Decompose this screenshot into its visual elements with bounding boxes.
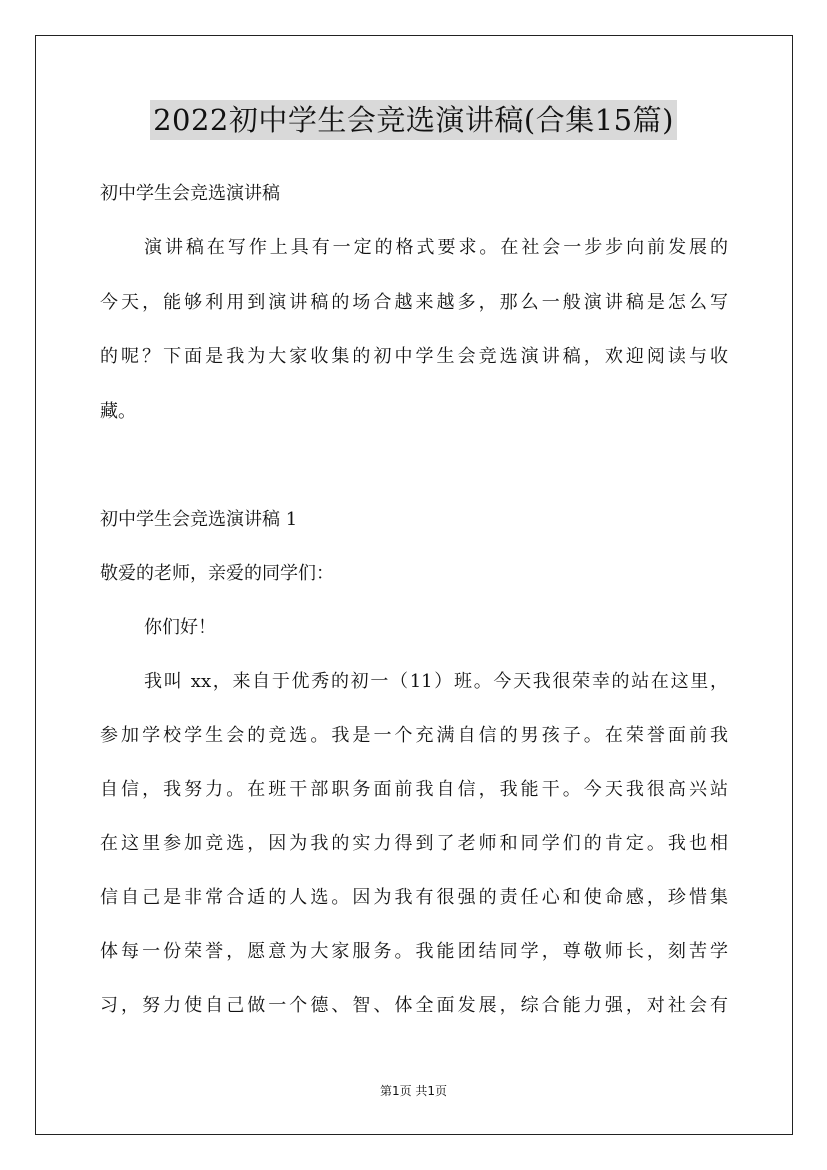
salutation: 敬爱的老师，亲爱的同学们：	[100, 563, 334, 584]
speech-heading: 初中学生会竞选演讲稿 1	[100, 509, 298, 530]
intro-line: 的呢？下面是我为大家收集的初中学生会竞选演讲稿，欢迎阅读与收	[100, 346, 728, 367]
body-line: 习，努力使自己做一个德、智、体全面发展，综合能力强，对社会有	[100, 995, 728, 1016]
body-line: 我叫 xx，来自于优秀的初一（11）班。今天我很荣幸的站在这里，	[144, 671, 728, 692]
greeting: 你们好！	[144, 617, 216, 638]
body-line: 体每一份荣誉，愿意为大家服务。我能团结同学，尊敬师长，刻苦学	[100, 941, 728, 962]
page-footer: 第1页 共1页	[379, 1084, 448, 1098]
section-heading: 初中学生会竞选演讲稿	[100, 183, 280, 204]
body-line: 参加学校学生会的竞选。我是一个充满自信的男孩子。在荣誉面前我	[100, 725, 728, 746]
document-title: 2022初中学生会竞选演讲稿(合集15篇)	[150, 100, 677, 140]
intro-line: 藏。	[100, 401, 136, 422]
title-container	[0, 100, 827, 140]
body-line: 在这里参加竞选，因为我的实力得到了老师和同学们的肯定。我也相	[100, 833, 728, 854]
intro-line: 演讲稿在写作上具有一定的格式要求。在社会一步步向前发展的	[144, 237, 728, 258]
body-line: 自信，我努力。在班干部职务面前我自信，我能干。今天我很高兴站	[100, 779, 728, 800]
intro-line: 今天，能够利用到演讲稿的场合越来越多，那么一般演讲稿是怎么写	[100, 292, 728, 313]
body-line: 信自己是非常合适的人选。因为我有很强的责任心和使命感，珍惜集	[100, 887, 728, 908]
